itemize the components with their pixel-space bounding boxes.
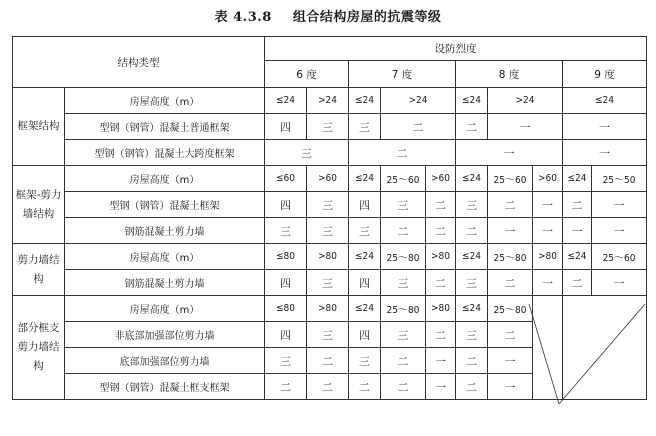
category-frame-shear-wall: 框架-剪力墙结构 (13, 166, 65, 244)
table-caption (0, 6, 656, 25)
table-row (13, 296, 647, 322)
table-cell: 二 (381, 348, 426, 374)
table-cell: 25～50 (592, 166, 647, 192)
table-cell: >80 (307, 244, 349, 270)
table-row (13, 114, 647, 140)
table-cell: 二 (563, 192, 592, 218)
table-cell: 二 (456, 114, 488, 140)
category-frame: 框架结构 (13, 88, 65, 166)
table-cell: 三 (381, 322, 426, 348)
table-cell: 三 (381, 192, 426, 218)
row-label: 底部加强部位剪力墙 (65, 348, 265, 374)
table-cell: 二 (381, 218, 426, 244)
table-cell: 三 (307, 270, 349, 296)
row-label: 型钢（钢管）混凝土框架 (65, 192, 265, 218)
table-cell: 四 (349, 270, 381, 296)
table-cell: >80 (533, 244, 563, 270)
table-cell: 三 (307, 322, 349, 348)
table-cell: ≤24 (349, 166, 381, 192)
table-cell: >24 (488, 88, 563, 114)
table-cell: 二 (381, 114, 456, 140)
table-cell: ≤80 (265, 296, 307, 322)
table-cell: 二 (307, 374, 349, 400)
table-cell: 二 (265, 374, 307, 400)
table-cell: 三 (349, 218, 381, 244)
table-cell: 25～80 (488, 296, 533, 322)
table-row (13, 166, 647, 192)
table-cell: 25～80 (381, 244, 426, 270)
row-label: 房屋高度（m） (65, 166, 265, 192)
row-label: 房屋高度（m） (65, 244, 265, 270)
table-cell: 二 (488, 270, 533, 296)
table-cell: 二 (488, 322, 533, 348)
table-cell: 三 (456, 322, 488, 348)
category-partial-transfer: 部分框支剪力墙结构 (13, 296, 65, 400)
table-cell: >60 (533, 166, 563, 192)
row-label: 钢筋混凝土剪力墙 (65, 218, 265, 244)
header-row-intensity (13, 37, 647, 61)
table-cell: 25～80 (488, 244, 533, 270)
table-cell: 三 (381, 270, 426, 296)
table-cell: ≤24 (349, 88, 381, 114)
table-cell: ≤80 (265, 244, 307, 270)
table-cell: 二 (307, 348, 349, 374)
table-cell: 25～80 (381, 296, 426, 322)
row-label: 型钢（钢管）混凝土框支框架 (65, 374, 265, 400)
table-cell: ≤24 (349, 296, 381, 322)
table-cell: 一 (592, 192, 647, 218)
degree-9-header: 9 度 (563, 61, 647, 88)
table-cell: 三 (456, 192, 488, 218)
table-cell: 三 (265, 218, 307, 244)
structure-type-header: 结构类型 (13, 37, 265, 88)
table-cell: 一 (563, 140, 647, 166)
table-cell: >80 (426, 244, 456, 270)
table-cell: ≤24 (563, 88, 647, 114)
table-cell: 二 (563, 270, 592, 296)
table-cell: ≤24 (456, 166, 488, 192)
table-cell: 二 (426, 270, 456, 296)
table-cell: 二 (456, 374, 488, 400)
table-cell: 一 (533, 270, 563, 296)
table-cell: 二 (426, 192, 456, 218)
degree-8-header: 8 度 (456, 61, 563, 88)
not-applicable-cell (563, 296, 647, 400)
row-label: 房屋高度（m） (65, 88, 265, 114)
table-cell: 二 (349, 140, 456, 166)
table-row (13, 88, 647, 114)
category-shear-wall: 剪力墙结构 (13, 244, 65, 296)
intensity-header: 设防烈度 (265, 37, 647, 61)
degree-7-header: 7 度 (349, 61, 456, 88)
table-cell: 一 (488, 374, 533, 400)
table-cell: >60 (307, 166, 349, 192)
table-cell: 一 (488, 348, 533, 374)
table-cell: 二 (456, 348, 488, 374)
table-cell: >60 (426, 166, 456, 192)
table-cell: 25～60 (381, 166, 426, 192)
table-cell: >24 (307, 88, 349, 114)
table-row (13, 192, 647, 218)
table-cell: 一 (488, 218, 533, 244)
table-cell: 四 (265, 192, 307, 218)
table-number: 表 4.3.8 (214, 10, 272, 25)
table-cell: 四 (265, 270, 307, 296)
table-cell: 三 (307, 192, 349, 218)
table-cell: 二 (488, 192, 533, 218)
table-cell: 一 (426, 348, 456, 374)
table-cell: ≤24 (456, 244, 488, 270)
row-label: 房屋高度（m） (65, 296, 265, 322)
table-cell: ≤60 (265, 166, 307, 192)
table-cell: ≤24 (456, 88, 488, 114)
table-row (13, 270, 647, 296)
table-cell: ≤24 (563, 166, 592, 192)
table-cell: 25～60 (488, 166, 533, 192)
table-row (13, 218, 647, 244)
table-cell: 二 (426, 218, 456, 244)
table-cell: 25～60 (592, 244, 647, 270)
table-cell: 四 (349, 322, 381, 348)
table-cell: 三 (307, 114, 349, 140)
table-cell: ≤24 (349, 244, 381, 270)
not-applicable-cell (533, 296, 563, 400)
table-cell: 四 (265, 114, 307, 140)
table-cell: >24 (381, 88, 456, 114)
table-row (13, 244, 647, 270)
table-cell: 一 (426, 374, 456, 400)
table-row (13, 140, 647, 166)
row-label: 钢筋混凝土剪力墙 (65, 270, 265, 296)
table-title: 组合结构房屋的抗震等级 (292, 10, 442, 25)
table-cell: 一 (592, 218, 647, 244)
table-cell: 三 (456, 270, 488, 296)
table-cell: 三 (265, 140, 349, 166)
table-cell: 四 (265, 322, 307, 348)
table-cell: 二 (381, 374, 426, 400)
table-cell: 一 (563, 114, 647, 140)
table-cell: 三 (349, 114, 381, 140)
table-cell: 三 (307, 218, 349, 244)
table-cell: ≤24 (456, 296, 488, 322)
table-cell: 四 (349, 192, 381, 218)
table-cell: 二 (456, 218, 488, 244)
row-label: 非底部加强部位剪力墙 (65, 322, 265, 348)
table-cell: 一 (533, 218, 563, 244)
degree-6-header: 6 度 (265, 61, 349, 88)
table-cell: 二 (426, 322, 456, 348)
table-cell: 二 (349, 374, 381, 400)
table-cell: 一 (533, 192, 563, 218)
table-cell: 一 (592, 270, 647, 296)
table-cell: 一 (563, 218, 592, 244)
table-cell: >80 (426, 296, 456, 322)
table-cell: ≤24 (563, 244, 592, 270)
table-cell: 三 (265, 348, 307, 374)
table-cell: >80 (307, 296, 349, 322)
table-cell: 三 (349, 348, 381, 374)
row-label: 型钢（钢管）混凝土大跨度框架 (65, 140, 265, 166)
table-cell: 一 (488, 114, 563, 140)
row-label: 型钢（钢管）混凝土普通框架 (65, 114, 265, 140)
table-cell: ≤24 (265, 88, 307, 114)
table-cell: 一 (456, 140, 563, 166)
seismic-grade-table (12, 36, 647, 400)
